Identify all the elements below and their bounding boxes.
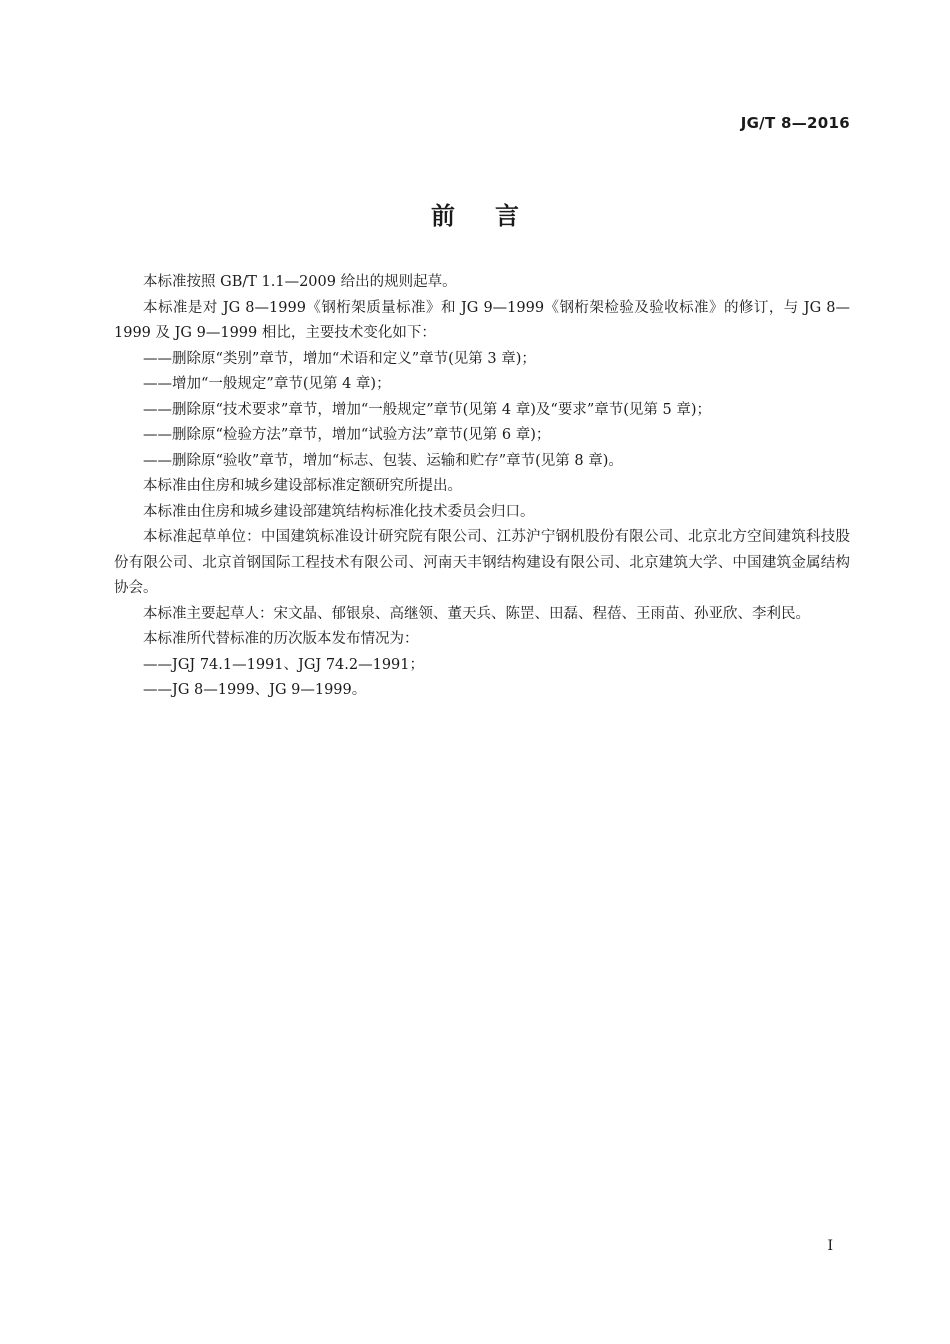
list-item-edition: ——JGJ 74.1—1991、JGJ 74.2—1991； [143, 656, 425, 673]
page-title: 前言 [431, 202, 559, 230]
paragraph-drafters: 本标准主要起草人：宋文晶、郁银泉、高继领、董天兵、陈罡、田磊、程蓓、王雨苗、孙亚欣、李利民。 [143, 605, 810, 622]
paragraph-previous-editions: 本标准所代替标准的历次版本发布情况为： [143, 631, 419, 647]
standard-code: JG/T 8—2016 [740, 114, 850, 132]
page-number: I [827, 1238, 833, 1254]
paragraph-centralized-by: 本标准由住房和城乡建设部建筑结构标准化技术委员会归口。 [143, 503, 535, 520]
list-item-change: ——删除原“验收”章节，增加“标志、包装、运输和贮存”章节(见第 8 章)。 [143, 452, 623, 469]
list-item-change: ——删除原“类别”章节，增加“术语和定义”章节(见第 3 章)； [143, 350, 536, 367]
list-item-change: ——删除原“技术要求”章节，增加“一般规定”章节(见第 4 章)及“要求”章节(见第 5 章)； [143, 401, 711, 418]
list-item-change: ——删除原“检验方法”章节，增加“试验方法”章节(见第 6 章)； [143, 427, 551, 443]
paragraph-drafting-units: 本标准起草单位：中国建筑标准设计研究院有限公司、江苏沪宁钢机股份有限公司、北京北方空间建筑科技股份有限公司、北京首钢国际工程技术有限公司、河南天丰钢结构建设有限公司、北京建筑大学、中国建筑金属结构协会。 [114, 529, 850, 596]
paragraph-revision-intro: 本标准是对 JG 8—1999《钢桁架质量标准》和 JG 9—1999《钢桁架检验及验收标准》的修订，与 JG 8—1999 及 JG 9—1999 相比，主要技术变化如下： [114, 299, 850, 341]
list-item-edition: ——JG 8—1999、JG 9—1999。 [143, 682, 367, 698]
list-item-change: ——增加“一般规定”章节(见第 4 章)； [143, 376, 391, 392]
foreword-body [114, 270, 850, 704]
paragraph-proposed-by: 本标准由住房和城乡建设部标准定额研究所提出。 [143, 478, 462, 494]
paragraph-drafting-rules: 本标准按照 GB/T 1.1—2009 给出的规则起草。 [143, 274, 457, 290]
